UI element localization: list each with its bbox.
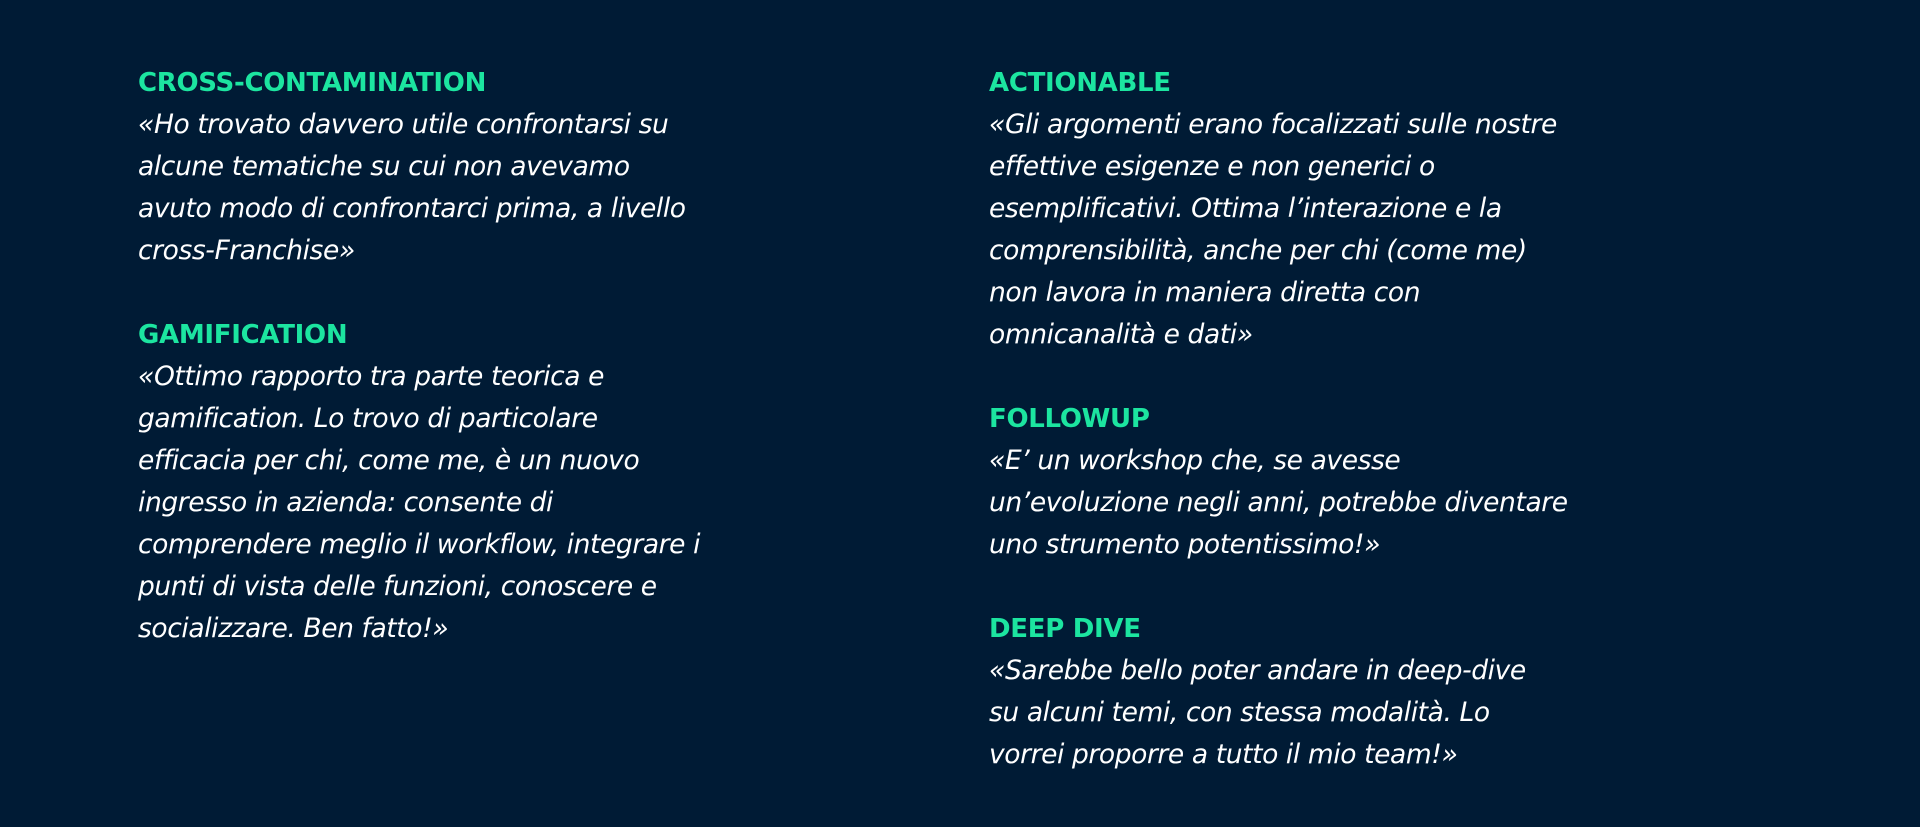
testimonial-heading: FOLLOWUP (989, 404, 1150, 434)
left-column (138, 62, 778, 692)
testimonial-gamification (138, 314, 778, 650)
testimonial-quote: «Sarebbe bello poter andare in deep-dive su alcuni temi, con stessa modalità. Lo vorrei proporre a tutto il mio team!» (989, 655, 1526, 770)
testimonial-heading: ACTIONABLE (989, 68, 1171, 98)
testimonial-quote: «Ho trovato davvero utile confrontarsi su alcune tematiche su cui non avevamo avuto modo di confrontarci prima, a livello cross-Franchise» (138, 109, 686, 266)
testimonial-actionable (989, 62, 1629, 356)
testimonial-followup (989, 398, 1629, 566)
testimonial-heading: GAMIFICATION (138, 320, 348, 350)
right-column (989, 62, 1629, 818)
testimonial-cross-contamination (138, 62, 778, 272)
testimonial-deep-dive (989, 608, 1629, 776)
testimonial-quote: «Ottimo rapporto tra parte teorica e gamification. Lo trovo di particolare efficacia per chi, come me, è un nuovo ingresso in azienda: consente di comprendere meglio il workflow, integrare i punti di vista delle funzioni, conoscere e socializzare. Ben fatto!» (138, 361, 701, 644)
testimonial-quote: «Gli argomenti erano focalizzati sulle nostre effettive esigenze e non generici o esemplificativi. Ottima l’interazione e la comprensibilità, anche per chi (come me) non lavora in maniera diretta con omnicanalità e dati» (989, 109, 1557, 350)
testimonial-heading: DEEP DIVE (989, 614, 1141, 644)
testimonial-quote: «E’ un workshop che, se avesse un’evoluzione negli anni, potrebbe diventare uno strumento potentissimo!» (989, 445, 1568, 560)
testimonial-heading: CROSS-CONTAMINATION (138, 68, 487, 98)
